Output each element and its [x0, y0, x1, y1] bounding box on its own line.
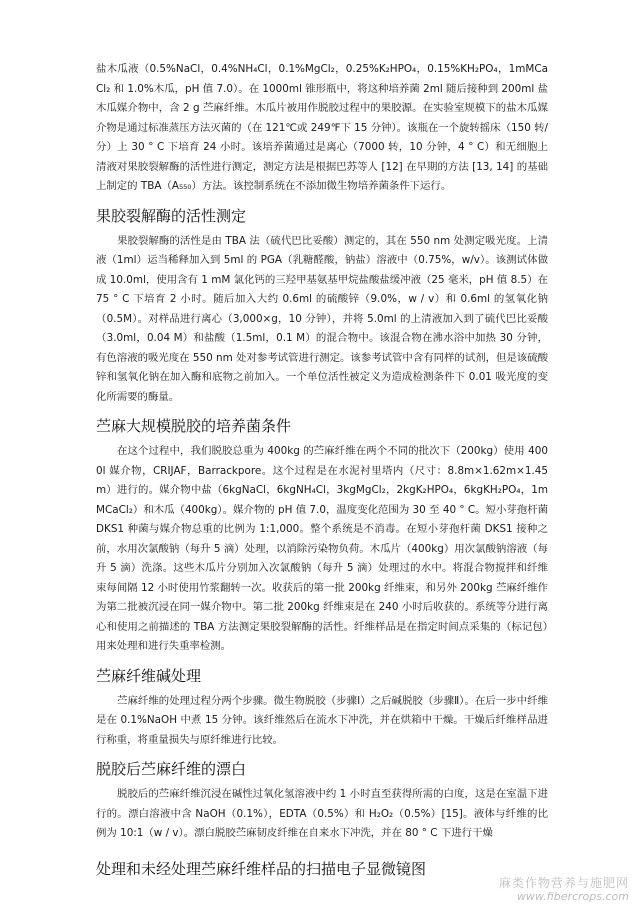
- document-body: [96, 60, 548, 885]
- paragraph-large-scale-process: 在这个过程中，我们脱胶总重为 400kg 的苎麻纤维在两个不同的批次下（200kg）使用 4000l 媒介物，CRIJAF，Barrackpore。这个过程是在水泥衬里塔内（尺寸：8.8m×1.62m×1.45m）进行的。媒介物中盐（6kgNaCl，6kgNH₄Cl，3kgMgCl₂，2kgK₂HPO₄，6kgKH₂PO₄，1mMCaCl₂）和木瓜（400kg）。媒介物的 pH 值 7.0，温度变化范围为 30 至 40 ° C。短小芽孢杆菌 DKS1 种菌与媒介物总重的比例为 1:1,000。整个系统是不消毒。在短小芽孢杆菌 DKS1 接种之前，水用次氯酸钠（每升 5 滴）处理，以消除污染物负荷。木瓜片（400kg）用次氯酸钠溶液（每升 5 滴）洗涤。这些木瓜片分别加入次氯酸钠（每升 5 滴）处理过的水中。将混合物搅拌和纤维束每间隔 12 小时使用竹浆翻转一次。收获后的第一批 200kg 纤维束，和另外 200kg 苎麻纤维作为第二批被沉浸在同一媒介物中。第二批 200kg 纤维束是在 240 小时后收获的。系统等分进行离心和使用之前描述的 TBA 方法测定果胶裂解酶的活性。纤维样品是在指定时间点采集的（标记包）用来处理和进行失重率检测。: [96, 445, 548, 652]
- heading-large-scale-degumming: 苎麻大规模脱胶的培养菌条件: [96, 417, 292, 435]
- heading-bleaching: 脱胶后苎麻纤维的漂白: [96, 760, 247, 778]
- paragraph-bleaching: 脱胶后的苎麻纤维沉浸在碱性过氧化氢溶液中约 1 小时直至获得所需的白度，这是在室温下进行的。漂白溶液中含 NaOH（0.1%），EDTA（0.5%）和 H₂O₂（0.5%）[15]。液体与纤维的比例为 10:1（w / v）。漂白脱胶苎麻韧皮纤维在自来水下冲洗，并在 80 ° C 下进行干燥: [96, 788, 548, 839]
- heading-pectate-lyase-assay: 果胶裂解酶的活性测定: [96, 206, 247, 225]
- paragraph-alkali-treatment: 苎麻纤维的处理过程分两个步骤。微生物脱胶（步骤Ⅰ）之后碱脱胶（步骤Ⅱ）。在后一步中纤维是在 0.1%NaOH 中煮 15 分钟。该纤维然后在流水下冲洗，并在烘箱中干燥。干燥后纤维样品进行称重，将重量损失与原纤维进行比较。: [96, 694, 548, 746]
- watermark-site-name: 麻类作物营养与施肥网: [498, 876, 629, 890]
- site-watermark: [499, 876, 629, 903]
- heading-alkali-treatment: 苎麻纤维碱处理: [96, 666, 202, 685]
- watermark-url: www.fibercrops.com: [516, 890, 629, 903]
- heading-sem-images: 处理和未经处理苎麻纤维样品的扫描电子显微镜图: [96, 859, 427, 878]
- paragraph-enzyme-assay: 果胶裂解酶的活性是由 TBA 法（硫代巴比妥酸）测定的，其在 550 nm 处测定吸光度。上清液（1ml）运当稀释加入到 5ml 的 PGA（乳糖醛酸，钠盐）溶液中（0.75%，w/v）。该测试体做成 10.0ml，使用含有 1 mM 氯化钙的三羟甲基氨基甲烷盐酸盐缓冲液（25 毫米，pH 值 8.5）在 75 ° C 下培育 2 小时。随后加入大约 0.6ml 的硫酸锌（9.0%，w / v）和 0.6ml 的氢氧化钠（0.5M）。对样品进行离心（3,000×g，10 分钟），并将 5.0ml 的上清液加入到了硫代巴比妥酸（3.0ml，0.04 M）和盐酸（1.5ml，0.1 M）的混合物中。该混合物在沸水浴中加热 30 分钟，有色溶液的吸光度在 550 nm 处对参考试管进行测定。该参考试管中含有同样的试剂，但是该硫酸锌和氢氧化钠在加入酶和底物之前加入。一个单位活性被定义为造成检测条件下 0.01 吸光度的变化所需要的酶量。: [96, 234, 548, 403]
- paragraph-culture-medium: 盐木瓜液（0.5%NaCl，0.4%NH₄Cl，0.1%MgCl₂，0.25%K₂HPO₄，0.15%KH₂PO₄，1mMCaCl₂ 和 1.0%木瓜，pH 值 7.0）。在 1000ml 锥形瓶中，将这种培养菌 2ml 随后接种到 200ml 盐木瓜媒介物中，含 2 g 苎麻纤维。木瓜片被用作脱胶过程中的果胶源。在实验室规模下的盐木瓜媒介物是通过标准蒸压方法灭菌的（在 121℃或 249℉下 15 分钟）。该瓶在一个旋转摇床（150 转/分）上 30 ° C 下培育 24 小时。该培养菌通过是离心（7000 转，10 分钟，4 ° C）和无细胞上清液对果胶裂解酶的活性进行测定，测定方法是根据巴苏等人 [12] 在早期的方法 [13, 14] 的基础上制定的 TBA（A₅₅₀）方法。该控制系统在不添加微生物培养菌条件下运行。: [96, 63, 548, 192]
